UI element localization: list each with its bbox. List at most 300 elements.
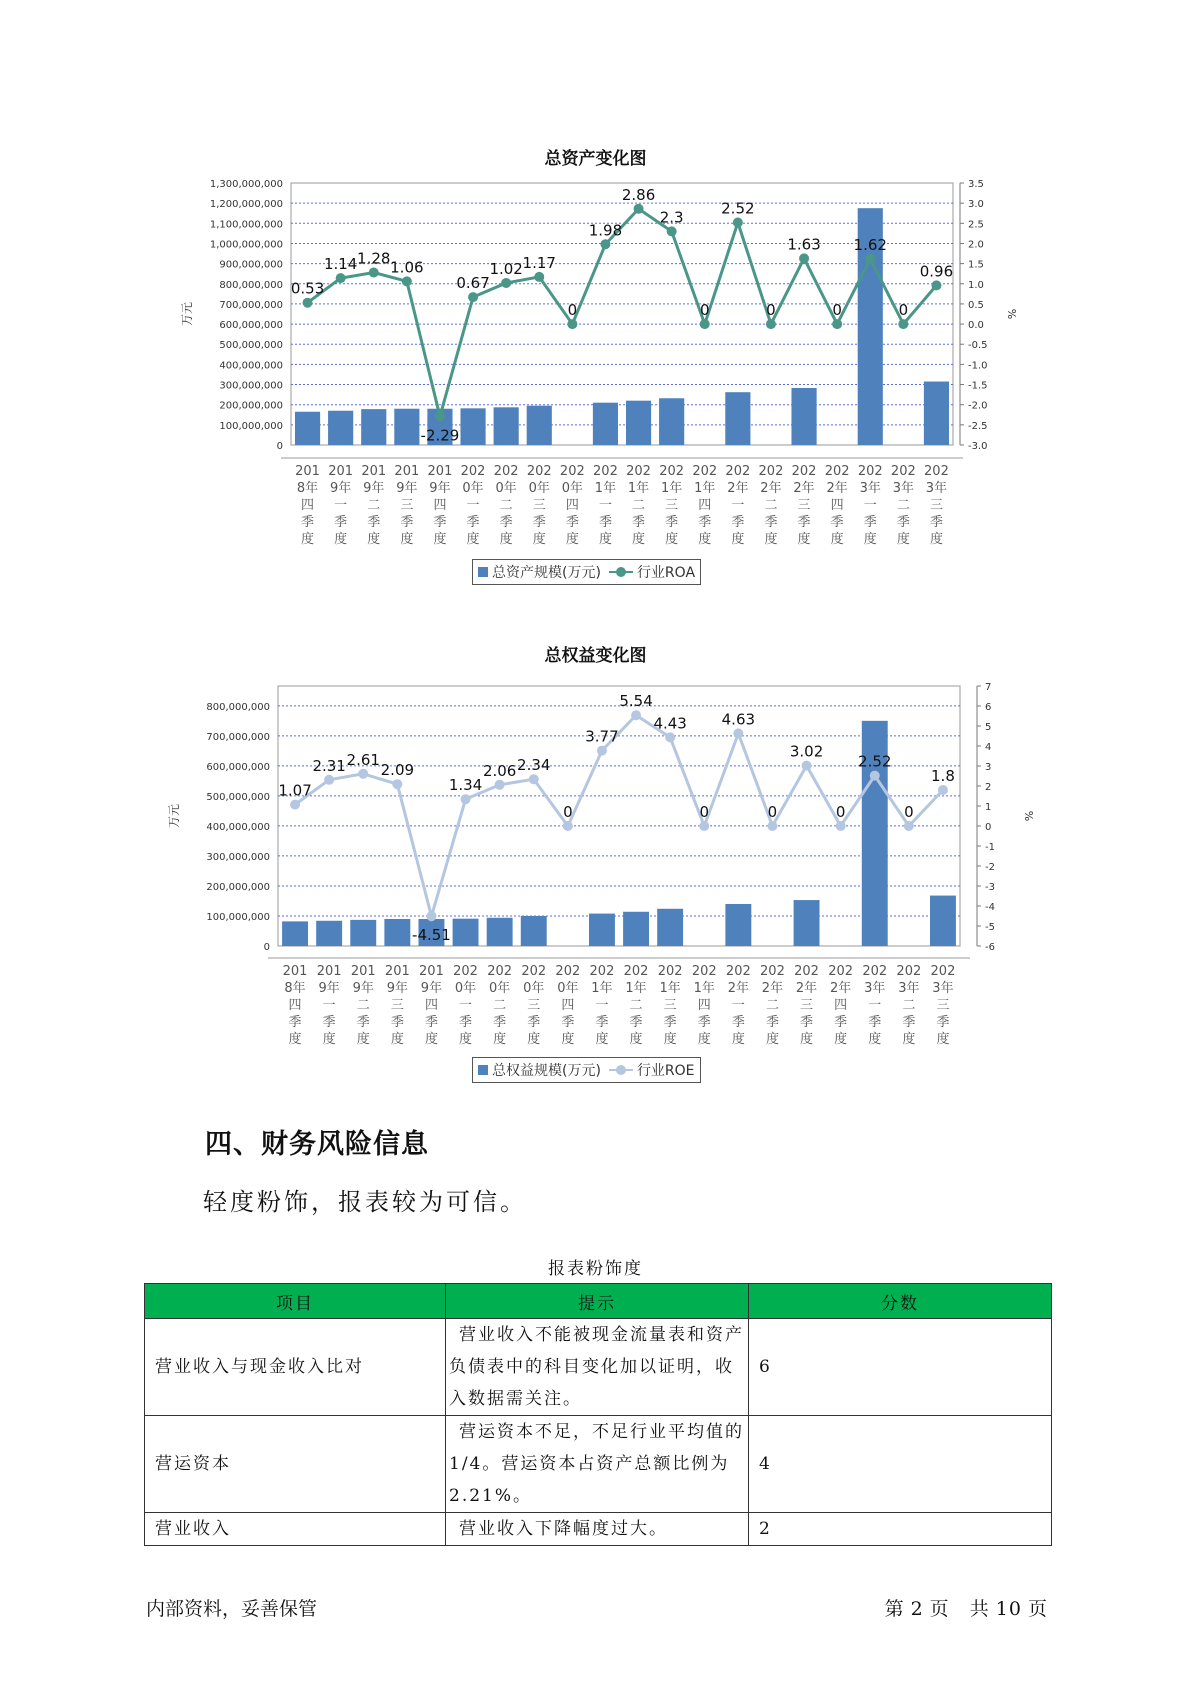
left-tick-label: 100,000,000	[219, 420, 283, 432]
row-item: 营运资本	[145, 1416, 446, 1513]
category-label: 季	[697, 1015, 711, 1030]
bar	[350, 920, 376, 946]
category-label: 1年	[693, 981, 715, 996]
category-label: 202	[453, 964, 478, 979]
category-label: 2年	[760, 481, 782, 496]
category-label: 二	[632, 498, 646, 513]
category-label: 季	[797, 515, 811, 530]
category-label: 四	[698, 498, 712, 513]
category-label: 度	[532, 532, 546, 547]
legend-line-label: 行业ROE	[636, 1063, 695, 1079]
category-label: 1年	[625, 981, 647, 996]
category-label: 202	[657, 964, 683, 979]
category-label: 202	[521, 964, 547, 979]
line-point	[567, 319, 577, 329]
right-tick-label: -2.0	[968, 400, 988, 412]
left-tick-label: 300,000,000	[219, 380, 283, 392]
category-label: 四	[834, 998, 848, 1013]
category-label: 度	[459, 1032, 473, 1047]
category-label: 度	[334, 532, 348, 547]
line-point	[369, 267, 379, 277]
left-tick-label: 500,000,000	[219, 340, 283, 352]
total-prefix: 共	[969, 1598, 990, 1620]
right-tick-label: 7	[985, 682, 992, 693]
category-label: 三	[663, 998, 677, 1013]
line-point	[904, 821, 914, 831]
category-label: 三	[532, 498, 546, 513]
right-tick-label: 1.0	[968, 279, 984, 291]
line-point	[767, 821, 777, 831]
category-label: 度	[936, 1032, 950, 1047]
right-tick-label: -5	[985, 922, 995, 933]
right-axis-title: %	[1022, 810, 1035, 822]
data-label: 1.8	[931, 767, 955, 785]
category-label: 二	[499, 498, 513, 513]
category-label: 季	[764, 515, 778, 530]
bar	[361, 409, 386, 445]
category-label: 季	[493, 1015, 507, 1030]
row-hint: 营业收入下降幅度过大。	[446, 1513, 749, 1546]
category-label: 9年	[318, 981, 340, 996]
category-label: 度	[561, 1032, 575, 1047]
left-tick-label: 300,000,000	[206, 851, 270, 863]
bar	[593, 403, 618, 445]
legend-line-swatch	[609, 1065, 633, 1075]
category-label: 季	[834, 1015, 848, 1030]
row-item: 营业收入与现金收入比对	[145, 1319, 446, 1416]
category-label: 3年	[898, 981, 920, 996]
line-point	[865, 254, 875, 264]
category-label: 2年	[727, 481, 749, 496]
left-tick-label: 400,000,000	[219, 360, 283, 372]
category-label: 三	[800, 998, 814, 1013]
right-tick-label: 3.5	[968, 179, 984, 190]
bar	[521, 916, 547, 946]
category-label: 度	[390, 1032, 404, 1047]
total-equity-chart	[0, 590, 1191, 1090]
data-label: 3.77	[585, 727, 619, 746]
category-label: 201	[295, 464, 320, 479]
line-point	[392, 779, 402, 789]
category-label: 一	[868, 998, 882, 1013]
category-label: 0年	[528, 481, 550, 496]
data-label: 4.63	[721, 710, 756, 729]
category-label: 0年	[489, 981, 511, 996]
right-tick-label: -2	[985, 862, 995, 873]
category-label: 度	[834, 1032, 848, 1047]
category-label: 202	[828, 964, 854, 979]
category-label: 9年	[396, 481, 418, 496]
category-label: 1年	[594, 481, 617, 496]
category-label: 四	[830, 498, 844, 513]
category-label: 0年	[495, 481, 517, 496]
category-label: 二	[493, 998, 507, 1013]
category-label: 度	[868, 1032, 882, 1047]
line-point	[303, 298, 313, 308]
bar	[794, 900, 820, 946]
line-point	[667, 226, 677, 236]
category-label: 2年	[830, 981, 852, 996]
category-label: 度	[288, 1032, 302, 1047]
category-label: 季	[800, 1015, 814, 1030]
legend-bar-swatch	[478, 1065, 488, 1075]
category-label: 二	[629, 998, 643, 1013]
chart1-legend	[472, 559, 701, 585]
category-label: 一	[322, 998, 336, 1013]
category-label: 一	[731, 498, 745, 513]
bar	[623, 912, 649, 946]
category-label: 度	[929, 532, 943, 547]
header-item: 项目	[145, 1284, 446, 1319]
category-label: 二	[764, 498, 778, 513]
category-label: 度	[527, 1032, 541, 1047]
left-tick-label: 500,000,000	[206, 791, 270, 803]
left-tick-label: 200,000,000	[219, 400, 283, 412]
category-label: 1年	[591, 981, 613, 996]
table-row	[145, 1416, 1052, 1513]
left-tick-label: 1,200,000,000	[209, 199, 283, 211]
total-unit: 页	[1027, 1598, 1048, 1620]
row-score: 6	[749, 1319, 1052, 1416]
data-label: 1.34	[448, 776, 483, 795]
data-label: 1.63	[787, 235, 821, 254]
data-label: 1.07	[278, 781, 312, 800]
chart1-title: 总资产变化图	[544, 149, 647, 169]
line-point	[665, 732, 675, 742]
header-score: 分数	[749, 1284, 1052, 1319]
line-point	[468, 292, 478, 302]
category-label: 202	[857, 464, 883, 479]
category-label: 一	[863, 498, 877, 513]
category-label: 3年	[892, 481, 914, 496]
data-label: 1.14	[323, 255, 358, 274]
chart2-legend	[472, 1057, 701, 1083]
left-tick-label: 700,000,000	[219, 299, 283, 311]
line-point	[802, 761, 812, 771]
category-label: 202	[555, 964, 581, 979]
right-tick-label: 0	[985, 822, 992, 833]
data-label: 2.52	[721, 199, 755, 218]
table-header-row	[145, 1284, 1052, 1319]
data-label: 0	[567, 301, 578, 320]
line-point	[597, 746, 607, 756]
category-label: 8年	[296, 481, 319, 496]
category-label: 201	[419, 964, 444, 979]
data-label: 2.31	[312, 756, 346, 775]
category-label: 季	[565, 515, 579, 530]
right-tick-label: 4	[985, 742, 992, 753]
category-label: 季	[632, 515, 646, 530]
line-point	[699, 821, 709, 831]
row-hint: 营运资本不足，不足行业平均值的1/4。营运资本占资产总额比例为2.21%。	[446, 1416, 749, 1513]
category-label: 一	[334, 498, 348, 513]
category-label: 度	[764, 532, 778, 547]
category-label: 四	[424, 998, 438, 1013]
category-label: 度	[493, 1032, 507, 1047]
category-label: 202	[526, 464, 552, 479]
category-label: 四	[433, 498, 447, 513]
category-label: 202	[559, 464, 585, 479]
category-label: 201	[427, 464, 453, 479]
category-label: 201	[350, 964, 376, 979]
category-label: 一	[595, 998, 609, 1013]
category-label: 季	[356, 1015, 370, 1030]
left-tick-label: 600,000,000	[219, 320, 283, 332]
data-label: 1.62	[853, 235, 887, 254]
category-label: 202	[824, 464, 850, 479]
category-label: 202	[924, 464, 949, 479]
data-label: 0.67	[456, 274, 490, 293]
category-label: 201	[328, 464, 354, 479]
line-point	[529, 774, 539, 784]
line-point	[634, 204, 644, 214]
category-label: 3年	[932, 981, 954, 996]
category-label: 二	[356, 998, 370, 1013]
category-label: 9年	[420, 981, 443, 996]
category-label: 季	[433, 515, 447, 530]
table-row	[145, 1513, 1052, 1546]
category-label: 202	[487, 964, 513, 979]
section-summary: 轻度粉饰，报表较为可信。	[203, 1188, 527, 1216]
category-label: 0年	[557, 981, 579, 996]
category-label: 9年	[429, 481, 451, 496]
line-point	[766, 319, 776, 329]
row-score: 2	[749, 1513, 1052, 1546]
category-label: 一	[459, 998, 473, 1013]
category-label: 度	[466, 532, 480, 547]
left-tick-label: 0	[276, 441, 283, 452]
right-tick-label: -3	[985, 882, 995, 893]
header-hint: 提示	[446, 1284, 749, 1319]
right-tick-label: 1.5	[968, 259, 984, 271]
data-label: 2.06	[482, 761, 517, 780]
category-label: 四	[697, 998, 711, 1013]
line-point	[461, 794, 471, 804]
data-label: 1.06	[390, 258, 424, 277]
bar	[589, 914, 615, 946]
category-label: 2年	[795, 981, 818, 996]
bar	[282, 921, 308, 946]
category-label: 度	[697, 1032, 711, 1047]
data-label: 2.61	[346, 750, 380, 769]
right-tick-label: -2.5	[968, 420, 988, 432]
category-label: 季	[595, 1015, 609, 1030]
category-label: 9年	[386, 981, 408, 996]
data-label: 2.09	[380, 761, 415, 780]
category-label: 一	[731, 998, 745, 1013]
category-label: 1年	[627, 481, 650, 496]
category-label: 202	[692, 464, 718, 479]
category-label: 3年	[925, 481, 948, 496]
category-label: 度	[665, 532, 679, 547]
right-tick-label: 3.0	[968, 199, 984, 211]
category-label: 季	[466, 515, 480, 530]
category-label: 三	[797, 498, 811, 513]
category-label: 季	[765, 1015, 779, 1030]
category-label: 度	[301, 532, 315, 547]
left-tick-label: 700,000,000	[206, 731, 270, 743]
category-label: 三	[400, 498, 414, 513]
category-label: 9年	[352, 981, 374, 996]
right-tick-label: 3	[985, 762, 992, 773]
category-label: 9年	[330, 481, 352, 496]
category-label: 季	[322, 1015, 336, 1030]
category-label: 三	[390, 998, 404, 1013]
data-label: 1.17	[522, 253, 556, 272]
risk-table	[144, 1283, 1052, 1546]
line-point	[426, 911, 436, 921]
category-label: 度	[598, 532, 612, 547]
category-label: 201	[361, 464, 387, 479]
category-label: 8年	[284, 981, 306, 996]
category-label: 202	[725, 964, 751, 979]
right-tick-label: 2.5	[968, 219, 984, 231]
right-tick-label: -6	[985, 942, 995, 953]
data-label: 1.28	[357, 249, 391, 268]
category-label: 季	[663, 1015, 677, 1030]
right-tick-label: -1	[985, 842, 995, 853]
category-label: 度	[765, 1032, 779, 1047]
bar	[657, 909, 683, 946]
category-label: 二	[765, 998, 779, 1013]
line-point	[898, 319, 908, 329]
category-label: 二	[896, 498, 910, 513]
data-label: 0	[767, 803, 778, 821]
category-label: 季	[598, 515, 612, 530]
right-tick-label: 1	[985, 802, 992, 813]
line-point	[931, 280, 941, 290]
category-label: 202	[460, 464, 486, 479]
table-row	[145, 1319, 1052, 1416]
category-label: 四	[561, 998, 575, 1013]
data-label: 2.86	[621, 185, 656, 204]
category-label: 0年	[561, 481, 583, 496]
category-label: 季	[665, 515, 679, 530]
line-point	[290, 800, 300, 810]
line-point	[336, 273, 346, 283]
bar	[924, 382, 949, 445]
category-label: 度	[663, 1032, 677, 1047]
line-point	[435, 411, 445, 421]
category-label: 季	[424, 1015, 438, 1030]
category-label: 度	[698, 532, 712, 547]
left-axis-title: 万元	[167, 803, 181, 829]
category-label: 202	[794, 964, 819, 979]
bar	[930, 896, 956, 946]
right-tick-label: 5	[985, 722, 992, 733]
line-point	[358, 769, 368, 779]
category-label: 0年	[462, 481, 484, 496]
category-label: 季	[902, 1015, 916, 1030]
right-tick-label: -1.5	[968, 380, 988, 392]
line-point	[832, 319, 842, 329]
bar	[460, 408, 485, 445]
category-label: 202	[930, 964, 956, 979]
right-axis-title: %	[1005, 308, 1018, 320]
data-label: -2.29	[420, 426, 460, 445]
category-label: 季	[459, 1015, 473, 1030]
row-item: 营业收入	[145, 1513, 446, 1546]
right-tick-label: 0.5	[968, 299, 984, 311]
category-label: 四	[301, 498, 315, 513]
line-point	[495, 780, 505, 790]
bar	[527, 406, 552, 445]
category-label: 二	[367, 498, 381, 513]
category-label: 季	[830, 515, 844, 530]
category-label: 202	[791, 464, 817, 479]
right-tick-label: -4	[985, 902, 995, 913]
category-label: 季	[863, 515, 877, 530]
category-label: 度	[902, 1032, 916, 1047]
total-assets-chart	[0, 0, 1191, 590]
line-point	[402, 276, 412, 286]
line-point	[600, 239, 610, 249]
category-label: 季	[731, 1015, 745, 1030]
category-label: 季	[288, 1015, 302, 1030]
legend-bar-label: 总资产规模(万元)	[492, 565, 601, 581]
category-label: 度	[367, 532, 381, 547]
line-point	[938, 785, 948, 795]
category-label: 季	[731, 515, 745, 530]
category-label: 1年	[694, 481, 716, 496]
category-label: 一	[598, 498, 612, 513]
category-label: 度	[565, 532, 579, 547]
bar	[659, 398, 684, 445]
category-label: 2年	[727, 981, 749, 996]
category-label: 度	[863, 532, 877, 547]
legend-line-swatch	[609, 567, 633, 577]
category-label: 202	[890, 464, 916, 479]
table-caption: 报表粉饰度	[548, 1259, 643, 1279]
data-label: 0	[699, 803, 710, 821]
data-label: 1.02	[489, 259, 523, 278]
category-label: 度	[433, 532, 447, 547]
category-label: 202	[626, 464, 651, 479]
category-label: 202	[623, 964, 649, 979]
line-point	[799, 253, 809, 263]
category-label: 三	[936, 998, 950, 1013]
right-tick-label: 0.0	[968, 320, 984, 332]
bar	[725, 392, 750, 445]
footer-confidential: 内部资料，妥善保管	[146, 1598, 318, 1620]
line-point	[631, 710, 641, 720]
category-label: 202	[493, 464, 519, 479]
line-point	[563, 821, 573, 831]
right-tick-label: -0.5	[968, 340, 988, 352]
category-label: 201	[282, 964, 308, 979]
data-label: 0	[563, 803, 573, 821]
bar	[487, 918, 513, 946]
category-label: 季	[499, 515, 513, 530]
bar	[626, 401, 651, 445]
category-label: 度	[356, 1032, 370, 1047]
right-tick-label: 2	[985, 782, 992, 793]
bar	[394, 409, 419, 445]
data-label: 0	[898, 301, 909, 320]
data-label: 0	[699, 301, 710, 320]
category-label: 度	[797, 532, 811, 547]
category-label: 202	[896, 964, 922, 979]
category-label: 度	[731, 532, 745, 547]
category-label: 202	[862, 964, 888, 979]
bar	[316, 921, 342, 946]
category-label: 度	[400, 532, 414, 547]
line-point	[733, 218, 743, 228]
bar	[494, 407, 519, 445]
left-tick-label: 800,000,000	[206, 701, 270, 713]
category-label: 季	[367, 515, 381, 530]
category-label: 9年	[363, 481, 385, 496]
